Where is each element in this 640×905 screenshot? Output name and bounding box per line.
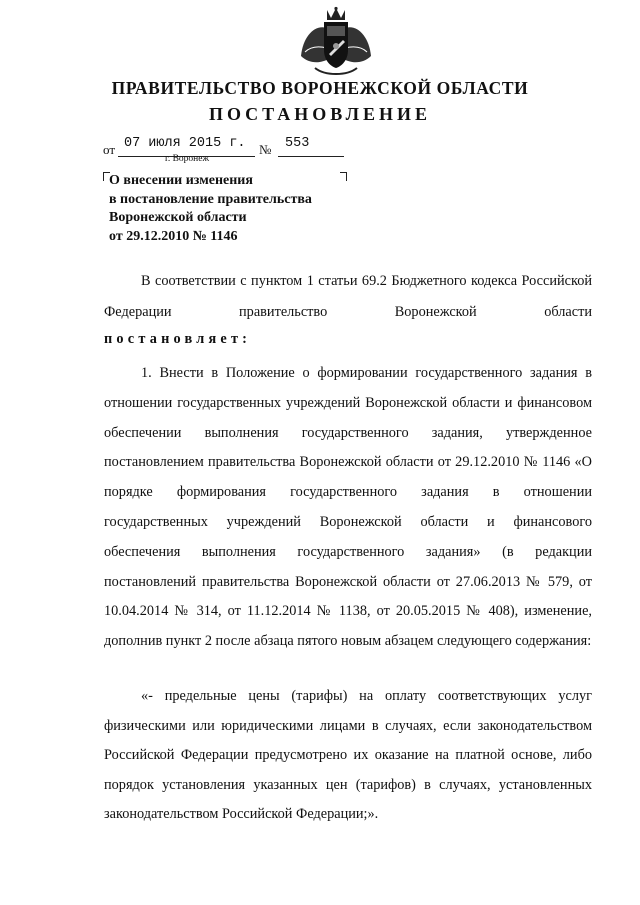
subject-line: от 29.12.2010 № 1146 <box>109 228 238 244</box>
subject-line: в постановление правительства <box>109 191 312 207</box>
quote-block <box>104 682 592 830</box>
subject-line: Воронежской области <box>109 210 247 225</box>
document-subject <box>109 172 349 246</box>
item1-block <box>104 359 592 657</box>
city-label: г. Воронеж <box>165 154 210 164</box>
item1-paragraph: 1. Внести в Положение о формировании государственного задания в отношении государственных учреждений Воронежской области и финансовом обеспечении выполнения государственного задания, утвержденное постановлением правительства Воронежской области от 29.12.2010 № 1146 «О порядке формирования государственного задания в отношении государственных учреждений Воронежской области и финансового обеспечения выполнения государственного задания» (в редакции постановлений правительства Воронежской области от 27.06.2013 № 579, от 10.04.2014 № 314, от 11.12.2014 № 1138, от 20.05.2015 № 408), изменение, дополнив пункт 2 после абзаца пятого новым абзацем следующего содержания: <box>104 365 592 650</box>
number-value: 553 <box>285 136 310 151</box>
coat-of-arms-icon <box>297 6 375 78</box>
organization-title: ПРАВИТЕЛЬСТВО ВОРОНЕЖСКОЙ ОБЛАСТИ <box>111 78 529 98</box>
quote-paragraph: «- предельные цены (тарифы) на оплату соответствующих услуг физическими или юридическими лицами в случаях, если законодательством Российской Федерации предусмотрено их оказание на платной основе, либо порядок установления указанных цен (тарифов) в случаях, установленных законодательством Российской Федерации;». <box>104 688 592 823</box>
decides-word: постановляет: <box>104 331 252 347</box>
date-value: 07 июля 2015 г. <box>124 136 246 151</box>
number-underline <box>278 156 344 157</box>
date-label: от <box>103 142 116 157</box>
preamble-paragraph: В соответствии с пунктом 1 статьи 69.2 Бюджетного кодекса Российской Федерации правительство Воронежской области <box>104 273 592 320</box>
subject-line: О внесении изменения <box>109 173 253 188</box>
document-type-title: ПОСТАНОВЛЕНИЕ <box>208 104 432 124</box>
preamble-block <box>104 266 592 328</box>
number-label: № <box>259 142 272 157</box>
